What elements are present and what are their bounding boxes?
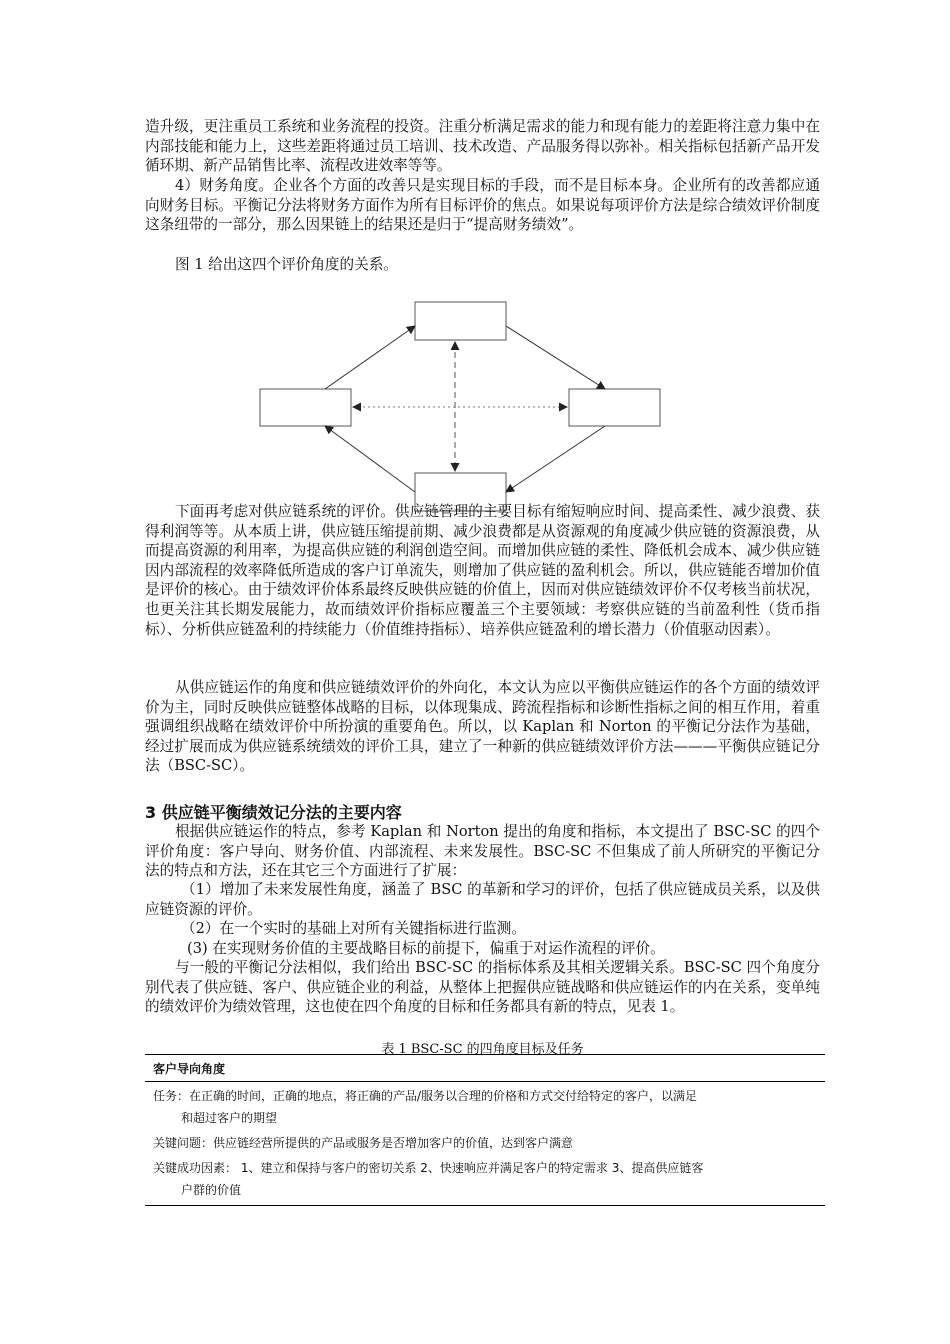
- ksf-line-1: 关键成功因素： 1、建立和保持与客户的密切关系 2、快速响应并满足客户的特定需求 3、提高供应链客: [153, 1161, 704, 1175]
- paragraph-extension-2: （2）在一个实时的基础上对所有关键指标进行监测。: [181, 920, 526, 937]
- paragraph-indicator-system: 与一般的平衡记分法相似，我们给出 BSC-SC 的指标体系及其相关逻辑关系。BSC-SC 四个角度分别代表了供应链、客户、供应链企业的利益，从整体上把握供应链战略和供应链运作的内在关系，变单纯的绩效评价为绩效管理，这也使在四个角度的目标和任务都具有新的特点，见表 1。: [145, 959, 820, 1016]
- paragraph-learning-growth: 造升级，更注重员工系统和业务流程的投资。注重分析满足需求的能力和现有能力的差距将注意力集中在内部技能和能力上，这些差距将通过员工培训、技术改造、产品服务得以弥补。相关指标包括新产品开发循环期、新产品销售比率、流程改进效率等等。: [145, 118, 820, 175]
- section-3-heading: 3 供应链平衡绩效记分法的主要内容: [145, 803, 402, 822]
- paragraph-supply-chain-evaluation: 下面再考虑对供应链系统的评价。供应链管理的主要目标有缩短响应时间、提高柔性、减少浪费、获得利润等等。从本质上讲，供应链压缩提前期、减少浪费都是从资源观的角度减少供应链的资源浪费，从而提高资源的利用率，为提高供应链的利润创造空间。而增加供应链的柔性、降低机会成本、减少供应链因内部流程的效率降低所造成的客户订单流失，则增加了供应链的盈利机会。所以，供应链能否增加价值是评价的核心。由于绩效评价体系最终反映供应链的价值上，因而对供应链绩效评价不仅考核当前状况，也更关注其长期发展能力，故而绩效评价指标应覆盖三个主要领域：考察供应链的当前盈利性（货币指标）、分析供应链盈利的持续能力（价值维持指标）、培养供应链盈利的增长潜力（价值驱动因素）。: [145, 503, 820, 638]
- paragraph-extension-1: （1）增加了未来发展性角度，涵盖了 BSC 的革新和学习的评价，包括了供应链成员关系，以及供应链资源的评价。: [145, 881, 820, 918]
- paragraph-bsc-sc-basis: 从供应链运作的角度和供应链绩效评价的外向化，本文认为应以平衡供应链运作的各个方面的绩效评价为主，同时反映供应链整体战略的目标，以体现集成、跨流程指标和诊断性指标之间的相互作用，着重强调组织战略在绩效评价中所扮演的重要角色。所以，以 Kaplan 和 Norton 的平衡记分法作为基础，经过扩展而成为供应链系统绩效的评价工具，建立了一种新的供应链绩效评价方法———平衡供应链记分法（BSC-SC）。: [145, 679, 820, 775]
- table-1: [145, 1054, 825, 1206]
- right-box: [569, 389, 660, 426]
- arrow-top-to-right: [506, 326, 605, 389]
- arrow-right-to-bottom: [506, 426, 605, 492]
- table-caption: 表 1 BSC-SC 的四角度目标及任务: [381, 1042, 584, 1057]
- task-line-1: 任务：在正确的时间，正确的地点，将正确的产品/服务以合理的价格和方式交付给特定的客户，以满足: [153, 1089, 698, 1103]
- left-box: [260, 389, 351, 426]
- table-row-task: [145, 1082, 825, 1129]
- paragraph-financial-perspective: 4）财务角度。企业各个方面的改善只是实现目标的手段，而不是目标本身。企业所有的改善都应通向财务目标。平衡记分法将财务方面作为所有目标评价的焦点。如果说每项评价方法是综合绩效评价制度这条纽带的一部分，那么因果链上的结果还是归于“提高财务绩效”。: [145, 177, 820, 234]
- task-line-2: 和超过客户的期望: [181, 1111, 278, 1125]
- ksf-line-2: 户群的价值: [181, 1183, 242, 1197]
- paragraph-extension-3: (3) 在实现财务价值的主要战略目标的前提下，偏重于对运作流程的评价。: [187, 940, 665, 957]
- table-header-customer: 客户导向角度: [145, 1055, 825, 1082]
- top-box: [415, 302, 506, 340]
- arrow-left-to-top: [325, 326, 415, 389]
- arrow-bottom-to-left: [325, 426, 415, 492]
- key-issue-line: 关键问题：供应链经营所提供的产品或服务是否增加客户的价值，达到客户满意: [153, 1136, 574, 1150]
- table-row-key-issue: [145, 1129, 825, 1154]
- paragraph-figure-intro: 图 1 给出这四个评价角度的关系。: [175, 256, 398, 273]
- table-row-key-success-factors: [145, 1154, 825, 1205]
- paragraph-four-perspectives: 根据供应链运作的特点，参考 Kaplan 和 Norton 提出的角度和指标，本文提出了 BSC-SC 的四个评价角度：客户导向、财务价值、内部流程、未来发展性。BSC-SC 不但集成了前人所研究的平衡记分法的特点和方法，还在其它三个方面进行了扩展：: [145, 823, 820, 880]
